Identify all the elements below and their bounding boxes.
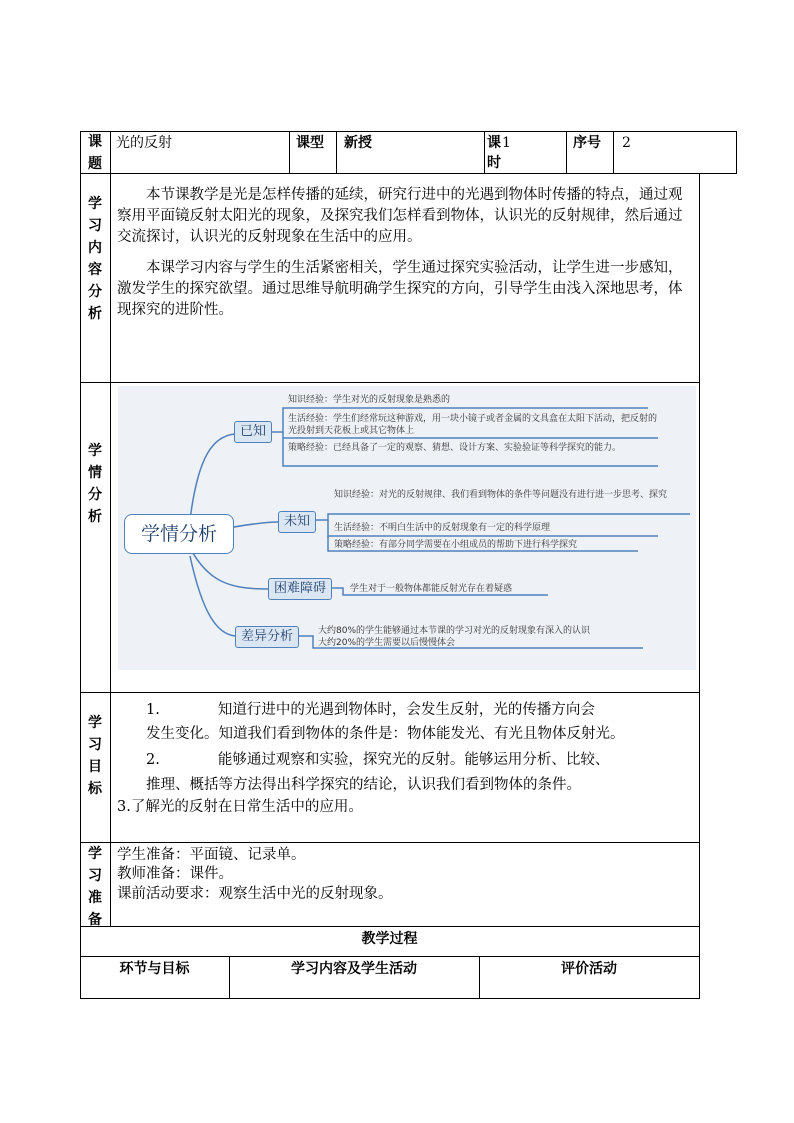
mindmap-node-unknown: 未知 — [278, 511, 316, 533]
mindmap-node-difference: 差异分析 — [235, 626, 299, 648]
mindmap-node-difficulty: 困难障碍 — [268, 578, 332, 600]
mindmap-leaf: 知识经验：学生对光的反射现象是熟悉的 — [288, 395, 451, 405]
goal-2b: 推理、概括等方法得出科学探究的结论，认识我们看到物体的条件。 — [146, 777, 581, 793]
process-col-3: 评价活动 — [561, 961, 617, 977]
mindmap-leaf: 生活经验：不明白生活中的反射现象有一定的科学原理 — [334, 523, 551, 533]
mindmap-leaf: 策略经验：有部分同学需要在小组成员的帮助下进行科学探究 — [334, 540, 578, 550]
mindmap-leaf: 策略经验：已经具备了一定的观察、猜想、设计方案、实验验证等科学探究的能力。 — [288, 443, 622, 453]
content-analysis-para1: 本节课教学是光是怎样传播的延续，研究行进中的光遇到物体时传播的特点，通过观察用平面镜反射太阳光的现象，及探究我们怎样看到物体，认识光的反射规律，然后通过交流探讨，认识光的反射现象在生活中的应用。 — [117, 187, 683, 245]
type-value: 新授 — [344, 135, 372, 151]
goals-label: 学习目标 — [88, 715, 102, 797]
mindmap-leaf: 知识经验：对光的反射规律、我们看到物体的条件等问题没有进行进一步思考、探究 — [334, 490, 668, 500]
process-title: 教学过程 — [361, 931, 418, 947]
goal-1a: 1. 知道行进中的光遇到物体时，会发生反射，光的传播方向会 — [146, 702, 595, 718]
seq-label: 序号 — [573, 135, 601, 151]
type-label: 课型 — [296, 135, 324, 151]
goal-2a: 2. 能够通过观察和实验，探究光的反射。能够运用分析、比较、 — [146, 752, 610, 768]
goal-1b: 发生变化。知道我们看到物体的条件是：物体能发光、有光且物体反射光。 — [146, 726, 625, 742]
mindmap-root: 学情分析 — [124, 514, 234, 554]
prep-teacher: 教师准备：课件。 — [117, 866, 233, 882]
period-label: 课时 — [487, 135, 501, 171]
period-value: 1 — [502, 135, 511, 151]
seq-value: 2 — [622, 135, 631, 151]
process-col-1: 环节与目标 — [119, 961, 190, 977]
topic-value: 光的反射 — [116, 135, 172, 151]
process-col-2: 学习内容及学生活动 — [291, 961, 417, 977]
mindmap-leaf: 学生对于一般物体都能反射光存在着疑惑 — [350, 584, 513, 594]
preparation-label: 学习准备 — [88, 846, 102, 928]
content-analysis-label: 学习内容分析 — [88, 196, 102, 322]
mindmap — [118, 386, 696, 670]
mindmap-leaf: 大约20%的学生需要以后慢慢体会 — [318, 638, 456, 648]
prep-activity: 课前活动要求：观察生活中光的反射现象。 — [117, 886, 393, 902]
mindmap-leaf: 大约80%的学生能够通过本节课的学习对光的反射现象有深入的认识 — [318, 626, 591, 636]
prep-student: 学生准备：平面镜、记录单。 — [117, 847, 306, 863]
topic-label: 课题 — [88, 134, 102, 172]
content-analysis-para2: 本课学习内容与学生的生活紧密相关，学生通过探究实验活动，让学生进一步感知，激发学生的探究欲望。通过思维导航明确学生探究的方向，引导学生由浅入深地思考，体现探究的进阶性。 — [117, 260, 683, 318]
mindmap-node-known: 已知 — [234, 421, 272, 443]
student-analysis-label: 学情分析 — [88, 443, 102, 525]
mindmap-leaf: 生活经验：学生们经常玩这种游戏，用一块小镜子或者金属的文具盒在太阳下活动，把反射的光投射到天花板上或其它物体上 — [288, 414, 658, 436]
goal-3: 3.了解光的反射在日常生活中的应用。 — [117, 799, 363, 815]
